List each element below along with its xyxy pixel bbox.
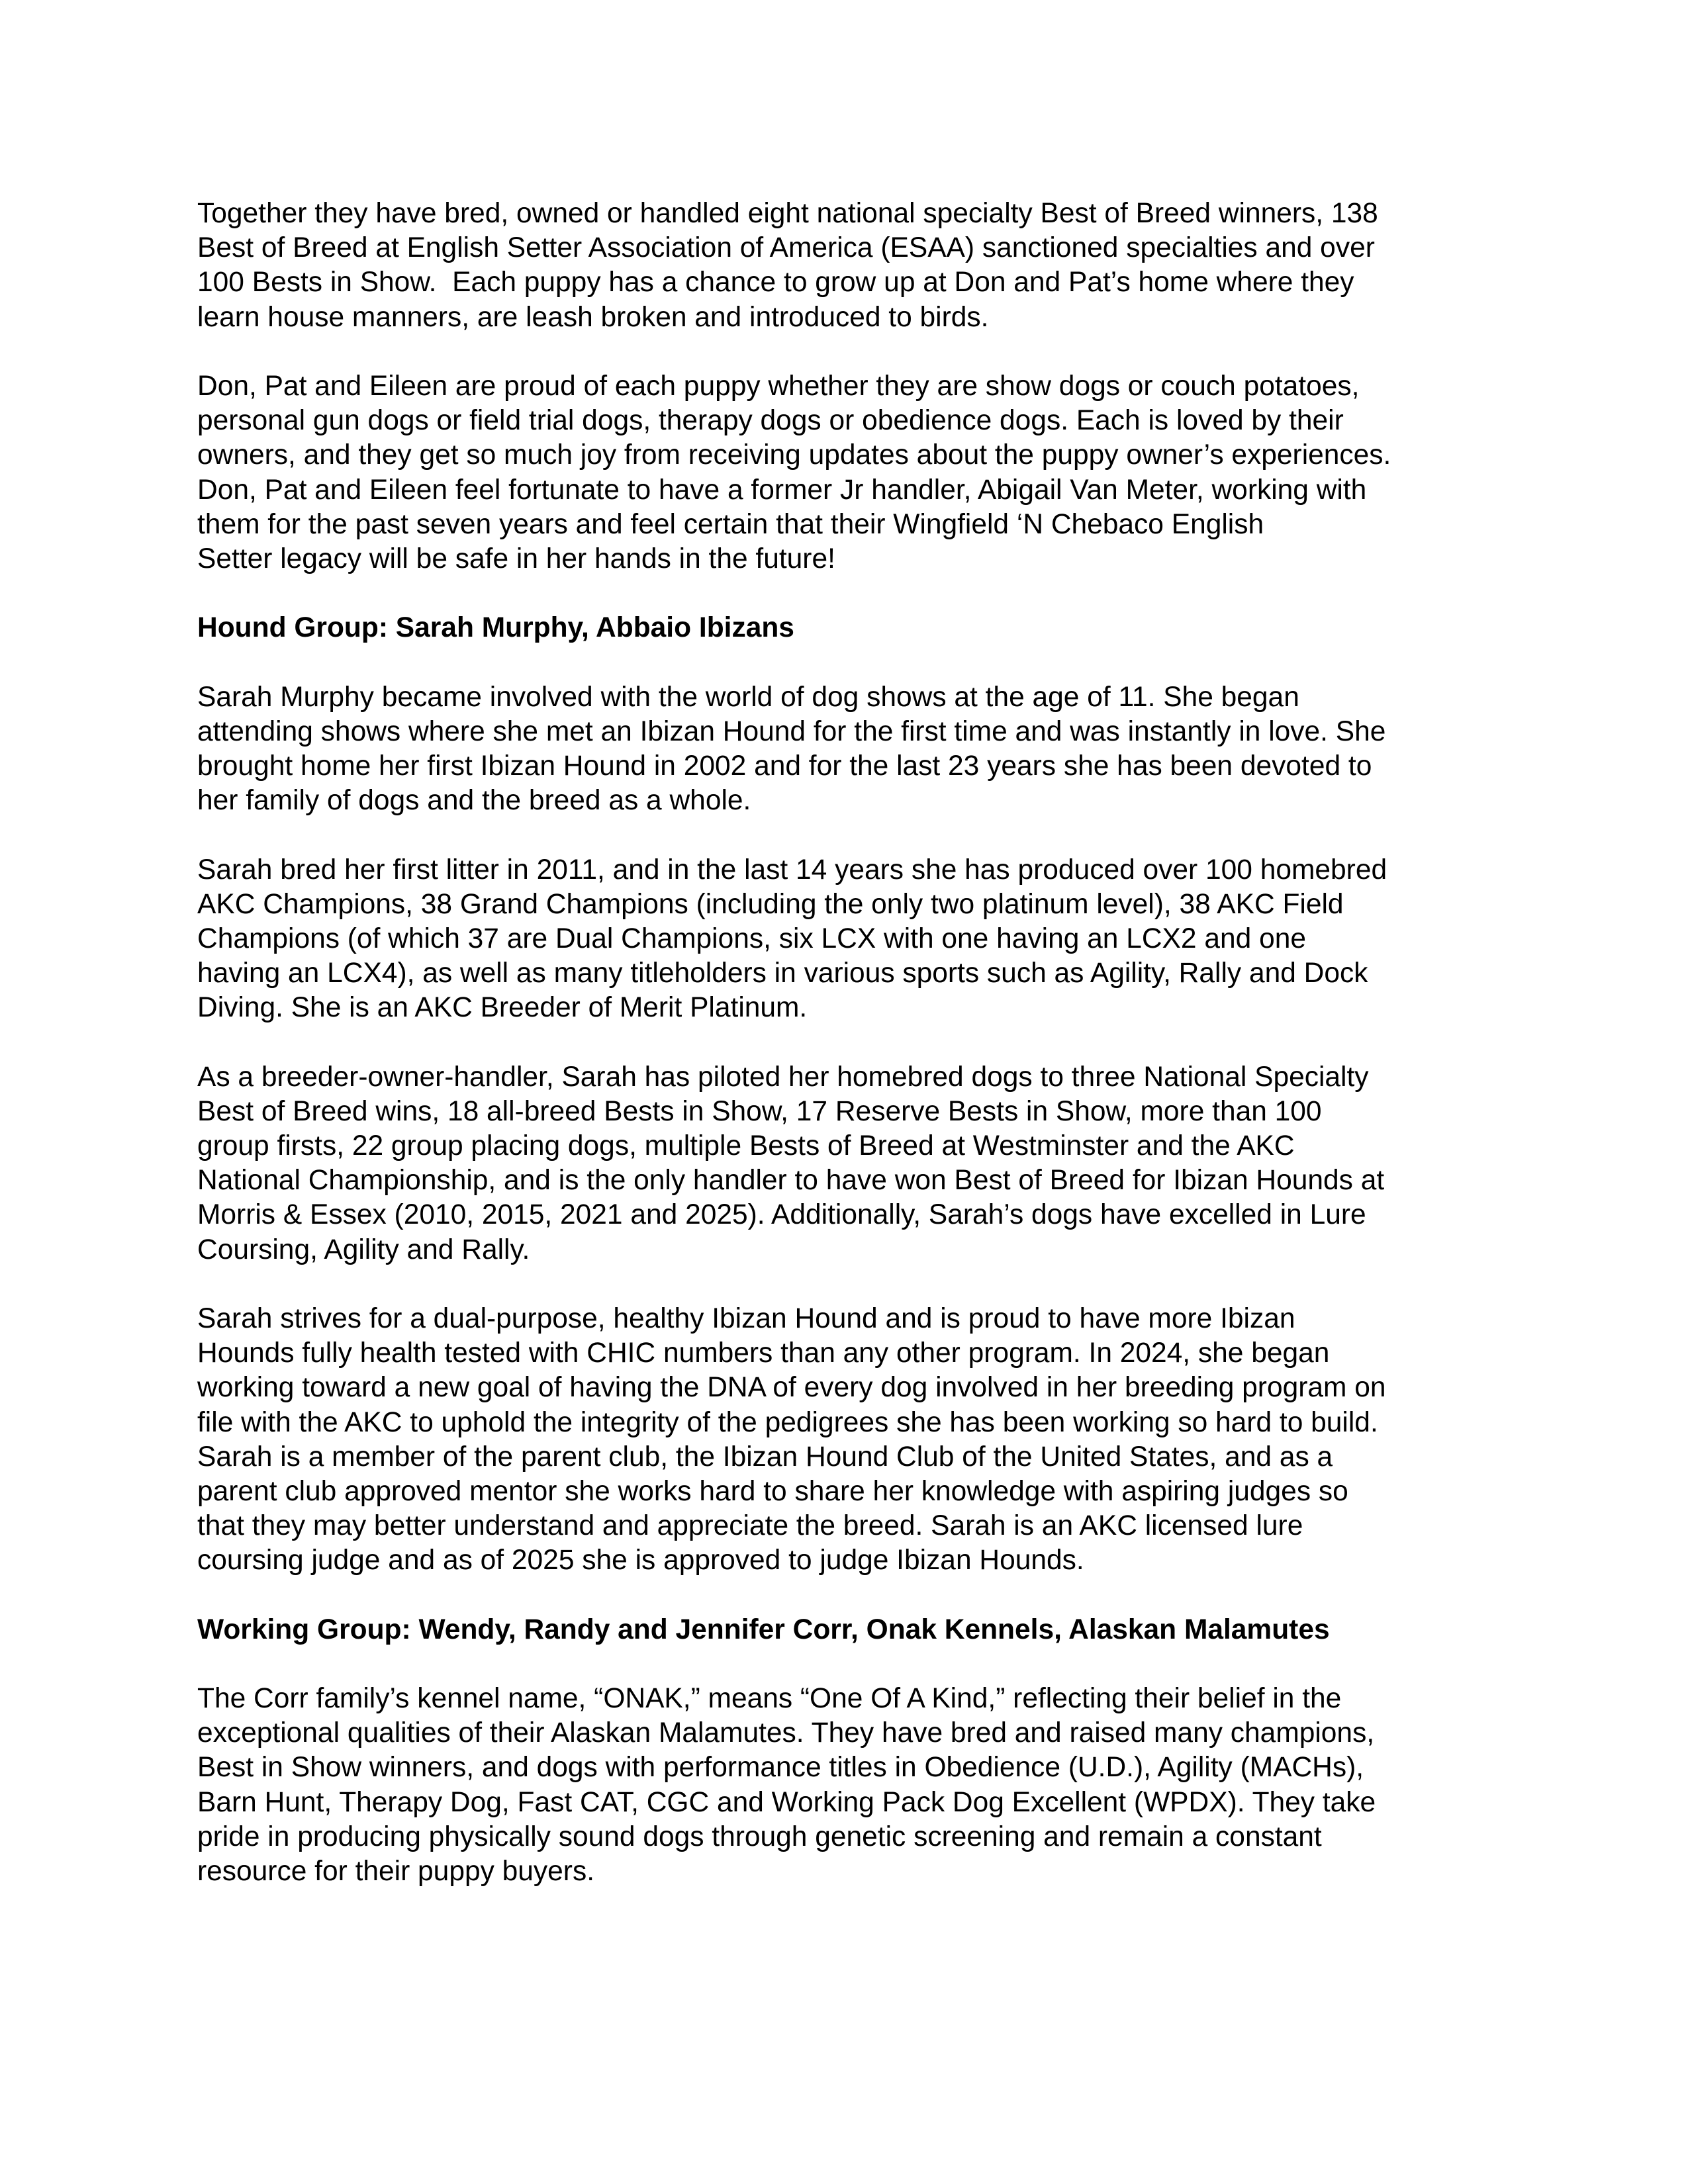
text-line: Barn Hunt, Therapy Dog, Fast CAT, CGC and Working Pack Dog Excellent (WPDX). They take <box>197 1786 1376 1818</box>
text-line: her family of dogs and the breed as a whole. <box>197 785 751 817</box>
paragraph-gap <box>197 1578 1521 1613</box>
text-line: AKC Champions, 38 Grand Champions (including the only two platinum level), 38 AKC Field <box>197 888 1344 920</box>
text-line: Sarah is a member of the parent club, the Ibizan Hound Club of the United States, and as a <box>197 1441 1333 1473</box>
section-heading <box>197 1613 1521 1647</box>
text-line: The Corr family’s kennel name, “ONAK,” means “One Of A Kind,” reflecting their belief in the <box>197 1683 1342 1715</box>
text-line: Morris & Essex (2010, 2015, 2021 and 2025). Additionally, Sarah’s dogs have excelled in Lure <box>197 1199 1366 1231</box>
paragraph <box>197 1682 1521 1889</box>
text-line: personal gun dogs or field trial dogs, therapy dogs or obedience dogs. Each is loved by their <box>197 405 1344 437</box>
text-line: Best in Show winners, and dogs with performance titles in Obedience (U.D.), Agility (MACHs), <box>197 1752 1364 1784</box>
text-line: National Championship, and is the only handler to have won Best of Breed for Ibizan Hounds at <box>197 1165 1385 1197</box>
text-line: file with the AKC to uphold the integrity of the pedigrees she has been working so hard to build. <box>197 1406 1378 1438</box>
text-line: working toward a new goal of having the DNA of every dog involved in her breeding program on <box>197 1372 1386 1404</box>
paragraph <box>197 1302 1521 1578</box>
paragraph <box>197 1060 1521 1267</box>
text-line: them for the past seven years and feel certain that their Wingfield ‘N Chebaco English <box>197 508 1264 540</box>
text-line: brought home her first Ibizan Hound in 2002 and for the last 23 years she has been devoted to <box>197 751 1372 782</box>
text-line: coursing judge and as of 2025 she is approved to judge Ibizan Hounds. <box>197 1545 1084 1576</box>
text-line: that they may better understand and appreciate the breed. Sarah is an AKC licensed lure <box>197 1510 1303 1542</box>
text-line: group firsts, 22 group placing dogs, multiple Bests of Breed at Westminster and the AKC <box>197 1130 1295 1162</box>
paragraph <box>197 197 1521 335</box>
text-line: Hounds fully health tested with CHIC numbers than any other program. In 2024, she began <box>197 1338 1330 1369</box>
text-line: Together they have bred, owned or handled eight national specialty Best of Breed winners, 138 <box>197 198 1378 229</box>
text-line: Sarah bred her first litter in 2011, and in the last 14 years she has produced over 100 homebred <box>197 854 1387 886</box>
paragraph <box>197 369 1521 576</box>
paragraph-gap <box>197 335 1521 369</box>
text-line: parent club approved mentor she works hard to share her knowledge with aspiring judges so <box>197 1475 1348 1507</box>
text-line: 100 Bests in Show. Each puppy has a chance to grow up at Don and Pat’s home where they <box>197 267 1354 298</box>
text-line: resource for their puppy buyers. <box>197 1856 595 1887</box>
section-heading <box>197 611 1521 645</box>
text-line: owners, and they get so much joy from receiving updates about the puppy owner’s experiences. <box>197 439 1391 471</box>
text-line: Don, Pat and Eileen feel fortunate to have a former Jr handler, Abigail Van Meter, working with <box>197 474 1367 506</box>
text-line: Don, Pat and Eileen are proud of each puppy whether they are show dogs or couch potatoes, <box>197 370 1360 402</box>
paragraph <box>197 680 1521 819</box>
document-body <box>197 197 1521 1889</box>
text-line: As a breeder-owner-handler, Sarah has piloted her homebred dogs to three National Specialty <box>197 1061 1369 1093</box>
text-line: Coursing, Agility and Rally. <box>197 1234 530 1265</box>
text-line: Diving. She is an AKC Breeder of Merit Platinum. <box>197 992 808 1024</box>
text-line: exceptional qualities of their Alaskan Malamutes. They have bred and raised many champions, <box>197 1717 1375 1749</box>
paragraph-gap <box>197 645 1521 680</box>
paragraph-gap <box>197 576 1521 611</box>
text-line: Sarah strives for a dual-purpose, healthy Ibizan Hound and is proud to have more Ibizan <box>197 1303 1295 1334</box>
paragraph-gap <box>197 818 1521 852</box>
text-line: Sarah Murphy became involved with the world of dog shows at the age of 11. She began <box>197 681 1299 713</box>
paragraph-gap <box>197 1026 1521 1060</box>
text-line: Champions (of which 37 are Dual Champions, six LCX with one having an LCX2 and one <box>197 923 1306 954</box>
text-line: attending shows where she met an Ibizan Hound for the first time and was instantly in love. She <box>197 715 1386 747</box>
paragraph <box>197 853 1521 1026</box>
text-line: Working Group: Wendy, Randy and Jennifer Corr, Onak Kennels, Alaskan Malamutes <box>197 1614 1330 1645</box>
paragraph-gap <box>197 1267 1521 1302</box>
text-line: Best of Breed wins, 18 all-breed Bests in Show, 17 Reserve Bests in Show, more than 100 <box>197 1095 1322 1127</box>
text-line: pride in producing physically sound dogs through genetic screening and remain a constant <box>197 1821 1322 1852</box>
text-line: Setter legacy will be safe in her hands in the future! <box>197 543 835 574</box>
text-line: learn house manners, are leash broken and introduced to birds. <box>197 301 989 333</box>
text-line: Best of Breed at English Setter Association of America (ESAA) sanctioned specialties and over <box>197 232 1375 264</box>
text-line: having an LCX4), as well as many titleholders in various sports such as Agility, Rally and Dock <box>197 958 1368 989</box>
text-line: Hound Group: Sarah Murphy, Abbaio Ibizans <box>197 612 794 644</box>
paragraph-gap <box>197 1647 1521 1682</box>
